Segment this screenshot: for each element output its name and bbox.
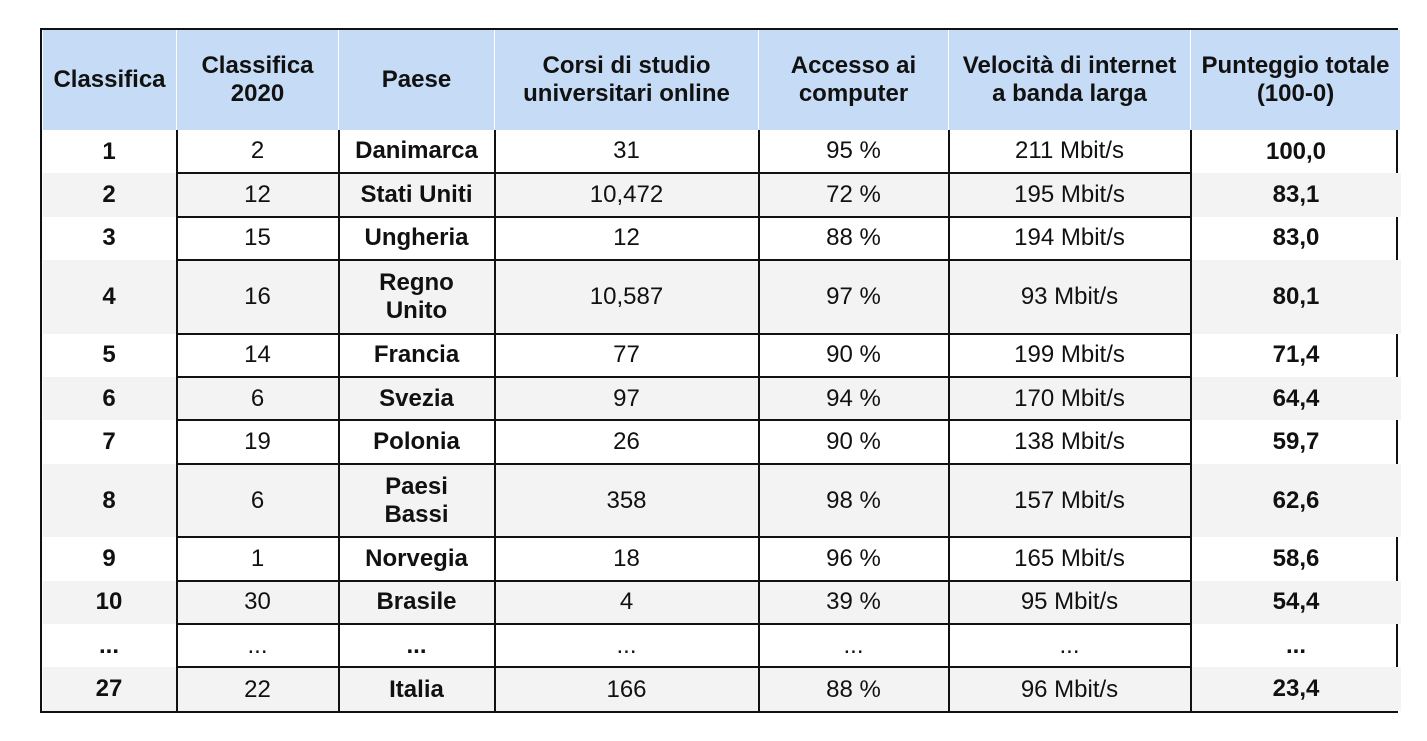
cell-total-score: 83,1: [1191, 173, 1401, 216]
ranking-table-frame: [40, 28, 1398, 713]
cell-rank: 10: [43, 581, 177, 624]
cell-rank-2020: ...: [177, 624, 339, 667]
cell-total-score: 59,7: [1272, 428, 1320, 456]
cell-rank: 4: [43, 260, 177, 334]
header-total-score: Punteggio totale (100-0): [1191, 30, 1401, 130]
cell-online-courses: 10,587: [495, 260, 759, 334]
cell-total-score: 23,4: [1191, 667, 1401, 711]
cell-online-courses: 12: [495, 217, 759, 260]
cell-broadband-speed: 138 Mbit/s: [949, 420, 1191, 463]
table-row: [43, 334, 1401, 377]
cell-computer-access: 88 %: [759, 667, 949, 711]
cell-rank: ...: [98, 631, 119, 659]
cell-computer-access: 95 %: [759, 130, 949, 173]
cell-broadband-speed: 199 Mbit/s: [949, 334, 1191, 377]
cell-rank: 7: [102, 428, 116, 456]
cell-computer-access: 96 %: [759, 537, 949, 580]
header-computer-access: Accesso ai computer: [759, 30, 949, 130]
cell-country: Polonia: [339, 420, 495, 463]
cell-computer-access: 88 %: [759, 217, 949, 260]
cell-computer-access: 90 %: [759, 420, 949, 463]
cell-online-courses: 31: [495, 130, 759, 173]
cell-rank-2020: 6: [177, 464, 339, 538]
cell-computer-access: 90 %: [759, 334, 949, 377]
cell-rank-2020: 16: [177, 260, 339, 334]
cell-computer-access: 94 %: [759, 377, 949, 420]
cell-rank: 8: [43, 464, 177, 538]
cell-rank-2020: 2: [177, 130, 339, 173]
header-rank-2020: Classifica 2020: [177, 30, 339, 130]
header-country: Paese: [339, 30, 495, 130]
cell-rank-2020: 6: [177, 377, 339, 420]
cell-broadband-speed: 194 Mbit/s: [949, 217, 1191, 260]
cell-computer-access: 39 %: [759, 581, 949, 624]
cell-total-score: 58,6: [1272, 545, 1320, 573]
cell-rank-2020: 30: [177, 581, 339, 624]
cell-country: Norvegia: [339, 537, 495, 580]
table-row: [43, 217, 1401, 260]
cell-broadband-speed: 93 Mbit/s: [949, 260, 1191, 334]
cell-online-courses: 97: [495, 377, 759, 420]
table-row: [43, 537, 1401, 580]
table-row: [43, 173, 1401, 216]
cell-total-score: 71,4: [1272, 341, 1320, 369]
cell-online-courses: 18: [495, 537, 759, 580]
cell-country: Regno Unito: [339, 260, 495, 334]
ranking-table: [42, 30, 1401, 711]
header-online-courses: Corsi di studio universitari online: [495, 30, 759, 130]
table-row: [43, 377, 1401, 420]
cell-online-courses: ...: [495, 624, 759, 667]
cell-broadband-speed: 170 Mbit/s: [949, 377, 1191, 420]
cell-rank: 9: [102, 545, 116, 573]
cell-broadband-speed: ...: [949, 624, 1191, 667]
cell-total-score: 100,0: [1265, 137, 1327, 165]
cell-rank-2020: 22: [177, 667, 339, 711]
cell-online-courses: 358: [495, 464, 759, 538]
cell-online-courses: 4: [495, 581, 759, 624]
cell-broadband-speed: 96 Mbit/s: [949, 667, 1191, 711]
cell-country: Stati Uniti: [339, 173, 495, 216]
cell-country: Francia: [339, 334, 495, 377]
cell-online-courses: 166: [495, 667, 759, 711]
cell-rank: 2: [43, 173, 177, 216]
table-row: [43, 130, 1401, 173]
cell-country: Danimarca: [339, 130, 495, 173]
cell-rank: 6: [43, 377, 177, 420]
cell-rank-2020: 12: [177, 173, 339, 216]
header-row: [43, 30, 1401, 130]
table-row: [43, 464, 1401, 538]
cell-rank-2020: 1: [177, 537, 339, 580]
cell-broadband-speed: 195 Mbit/s: [949, 173, 1191, 216]
cell-online-courses: 26: [495, 420, 759, 463]
cell-computer-access: ...: [759, 624, 949, 667]
table-row: [43, 624, 1401, 667]
cell-broadband-speed: 211 Mbit/s: [949, 130, 1191, 173]
cell-country: Ungheria: [339, 217, 495, 260]
cell-rank-2020: 14: [177, 334, 339, 377]
cell-total-score: ...: [1285, 631, 1306, 659]
cell-computer-access: 98 %: [759, 464, 949, 538]
cell-rank: 1: [102, 137, 116, 165]
table-row: [43, 260, 1401, 334]
cell-total-score: 54,4: [1191, 581, 1401, 624]
cell-online-courses: 10,472: [495, 173, 759, 216]
cell-country: ...: [339, 624, 495, 667]
cell-country: Italia: [339, 667, 495, 711]
cell-country: Brasile: [339, 581, 495, 624]
cell-total-score: 62,6: [1191, 464, 1401, 538]
cell-total-score: 83,0: [1272, 224, 1320, 252]
cell-broadband-speed: 165 Mbit/s: [949, 537, 1191, 580]
cell-rank: 3: [102, 224, 116, 252]
cell-rank: 5: [102, 341, 116, 369]
cell-total-score: 80,1: [1191, 260, 1401, 334]
table-row: [43, 420, 1401, 463]
cell-computer-access: 97 %: [759, 260, 949, 334]
cell-online-courses: 77: [495, 334, 759, 377]
cell-country: Svezia: [339, 377, 495, 420]
cell-total-score: 64,4: [1191, 377, 1401, 420]
cell-rank: 27: [43, 667, 177, 711]
header-rank: Classifica: [43, 30, 177, 130]
table-row: [43, 581, 1401, 624]
table-row: [43, 667, 1401, 711]
cell-broadband-speed: 157 Mbit/s: [949, 464, 1191, 538]
cell-computer-access: 72 %: [759, 173, 949, 216]
cell-rank-2020: 19: [177, 420, 339, 463]
cell-country: Paesi Bassi: [339, 464, 495, 538]
cell-rank-2020: 15: [177, 217, 339, 260]
header-broadband-speed: Velocità di internet a banda larga: [949, 30, 1191, 130]
cell-broadband-speed: 95 Mbit/s: [949, 581, 1191, 624]
